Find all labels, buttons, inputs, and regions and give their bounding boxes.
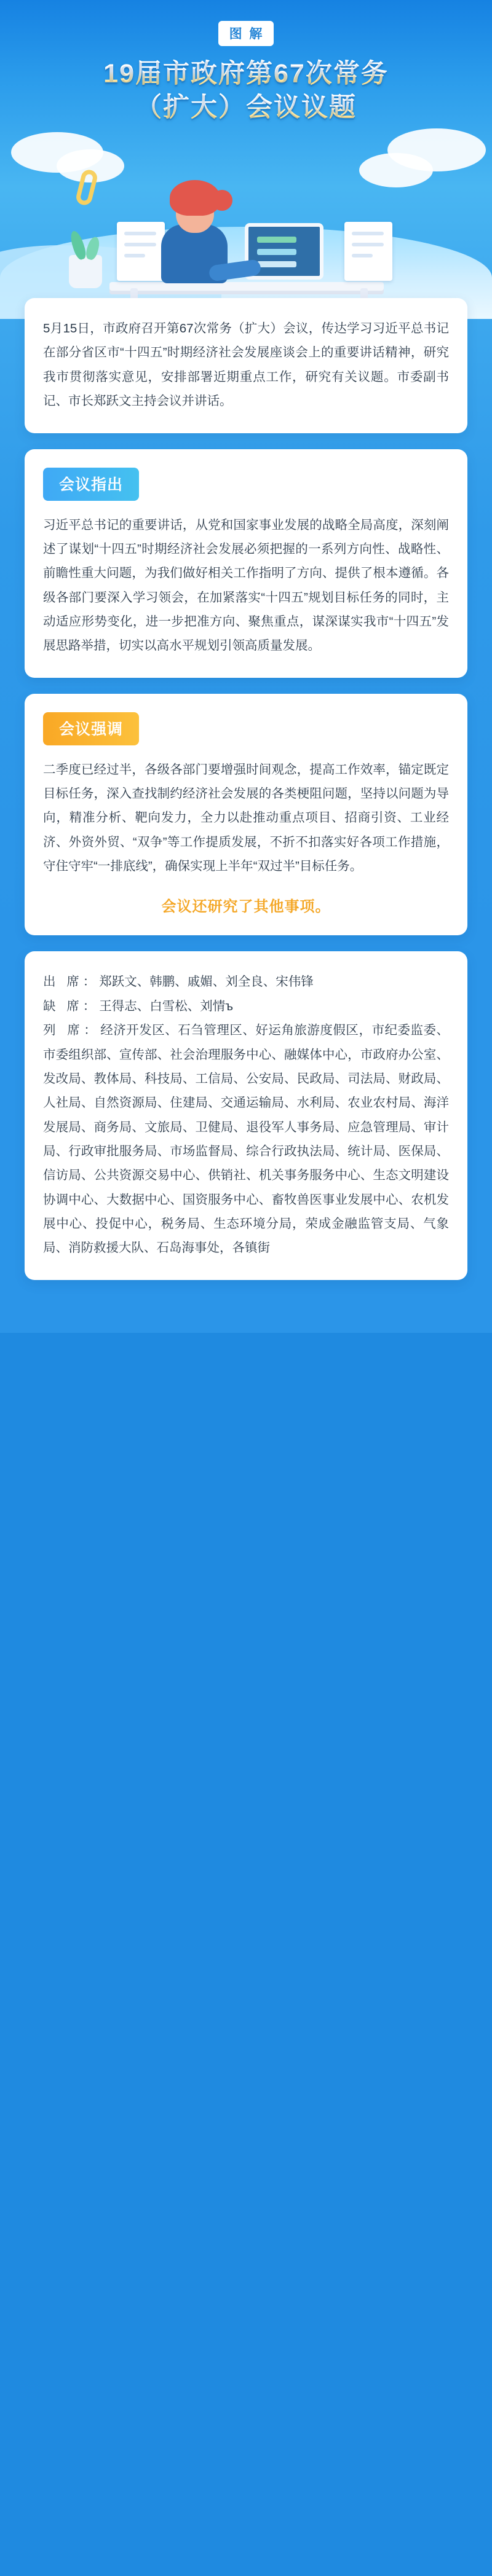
desk-surface: [109, 282, 384, 291]
card-intro: [25, 298, 467, 433]
section-heading-emphasize: 会议强调: [43, 712, 139, 745]
emphasize-paragraph: 二季度已经过半，各级各部门要增强时间观念，提高工作效率，锚定既定目标任务，深入查找制约经济社会发展的各类梗阻问题，坚持以问题为导向，精准分析、靶向发力，全力以赴推动重点项目、招商引资、工业经济、外资外贸、“双争”等工作提质发展，不折不扣落实好各项工作措施，守住守牢“一排底线”，确保实现上半年“双过半”目标任务。: [43, 762, 449, 874]
page-title-line-2: （扩大）会议议题: [25, 91, 467, 125]
attendance-absent-row: [43, 994, 449, 1018]
page-title-line-1: 19届市政府第67次常务: [25, 57, 467, 91]
attendance-absent-value: 王得志、白雪松、刘情ъ: [99, 999, 234, 1013]
emphasis-note: 会议还研究了其他事项。: [161, 898, 331, 916]
intro-paragraph: 5月15日，市政府召开第67次常务（扩大）会议，传达学习习近平总书记在部分省区市“十四五”时期经济社会发展座谈会上的重要讲话精神，研究我市贯彻落实意见，安排部署近期重点工作，研究有关议题。市委副书记、市长郑跃文主持会议并讲话。: [43, 321, 449, 409]
attendance-absent-label: 缺 席：: [43, 999, 100, 1013]
attendance-listed-row: [43, 1018, 449, 1260]
paper-sheet-1: [117, 222, 165, 281]
page-header: [0, 0, 492, 125]
card-meeting-points: [25, 449, 467, 678]
section-heading-point-out: 会议指出: [43, 468, 139, 501]
point-out-paragraph: 习近平总书记的重要讲话，从党和国家事业发展的战略全局高度，深刻阐述了谋划“十四五”时期经济社会发展必须把握的一系列方向性、战略性、前瞻性重大问题，为我们做好相关工作指明了方向、提供了根本遵循。各级各部门要深入学习领会，在加紧落实“十四五”规划目标任务的同时，主动适应形势变化，进一步把准方向、聚焦重点，谋深谋实我市“十四五”发展思路举措，切实以高水平规划引领高质量发展。: [43, 517, 449, 653]
person-hair-bun: [212, 190, 232, 211]
card-attendance: [25, 951, 467, 1279]
paper-sheet-2: [344, 222, 392, 281]
attendance-listed-value: 经济开发区、石刍管理区、好运角旅游度假区，市纪委监委、市委组织部、宣传部、社会治理服务中心、融媒体中心，市政府办公室、发改局、教体局、科技局、工信局、公安局、民政局、司法局、财政局、人社局、自然资源局、住建局、交通运输局、水利局、农业农村局、海洋发展局、商务局、文旅局、卫健局、退役军人事务局、应急管理局、审计局、行政审批服务局、市场监督局、综合行政执法局、统计局、医保局、信访局、公共资源交易中心、供销社、机关事务服务中心、生态文明建设协调中心、大数据中心、国资服务中心、畜牧兽医事业发展中心、农机发展中心、投促中心，税务局、生态环境分局，荣成金融监管支局、气象局、消防救援大队、石岛海事处，各镇街: [43, 1023, 450, 1255]
header-tag-badge: 图 解: [218, 21, 274, 46]
attendance-present-label: 出 席：: [43, 975, 100, 989]
attendance-present-row: [43, 970, 449, 994]
hero-illustration: [0, 128, 492, 319]
plant-pot-icon: [69, 255, 102, 288]
attendance-present-value: 郑跃文、韩鹏、戚媚、刘全良、宋伟锋: [99, 975, 314, 989]
cloud-shape-4: [359, 153, 433, 187]
page-title: [0, 57, 492, 125]
content-cards: [0, 298, 492, 1280]
attendance-listed-label: 列 席：: [43, 1023, 101, 1038]
card-meeting-emphasis: [25, 694, 467, 936]
